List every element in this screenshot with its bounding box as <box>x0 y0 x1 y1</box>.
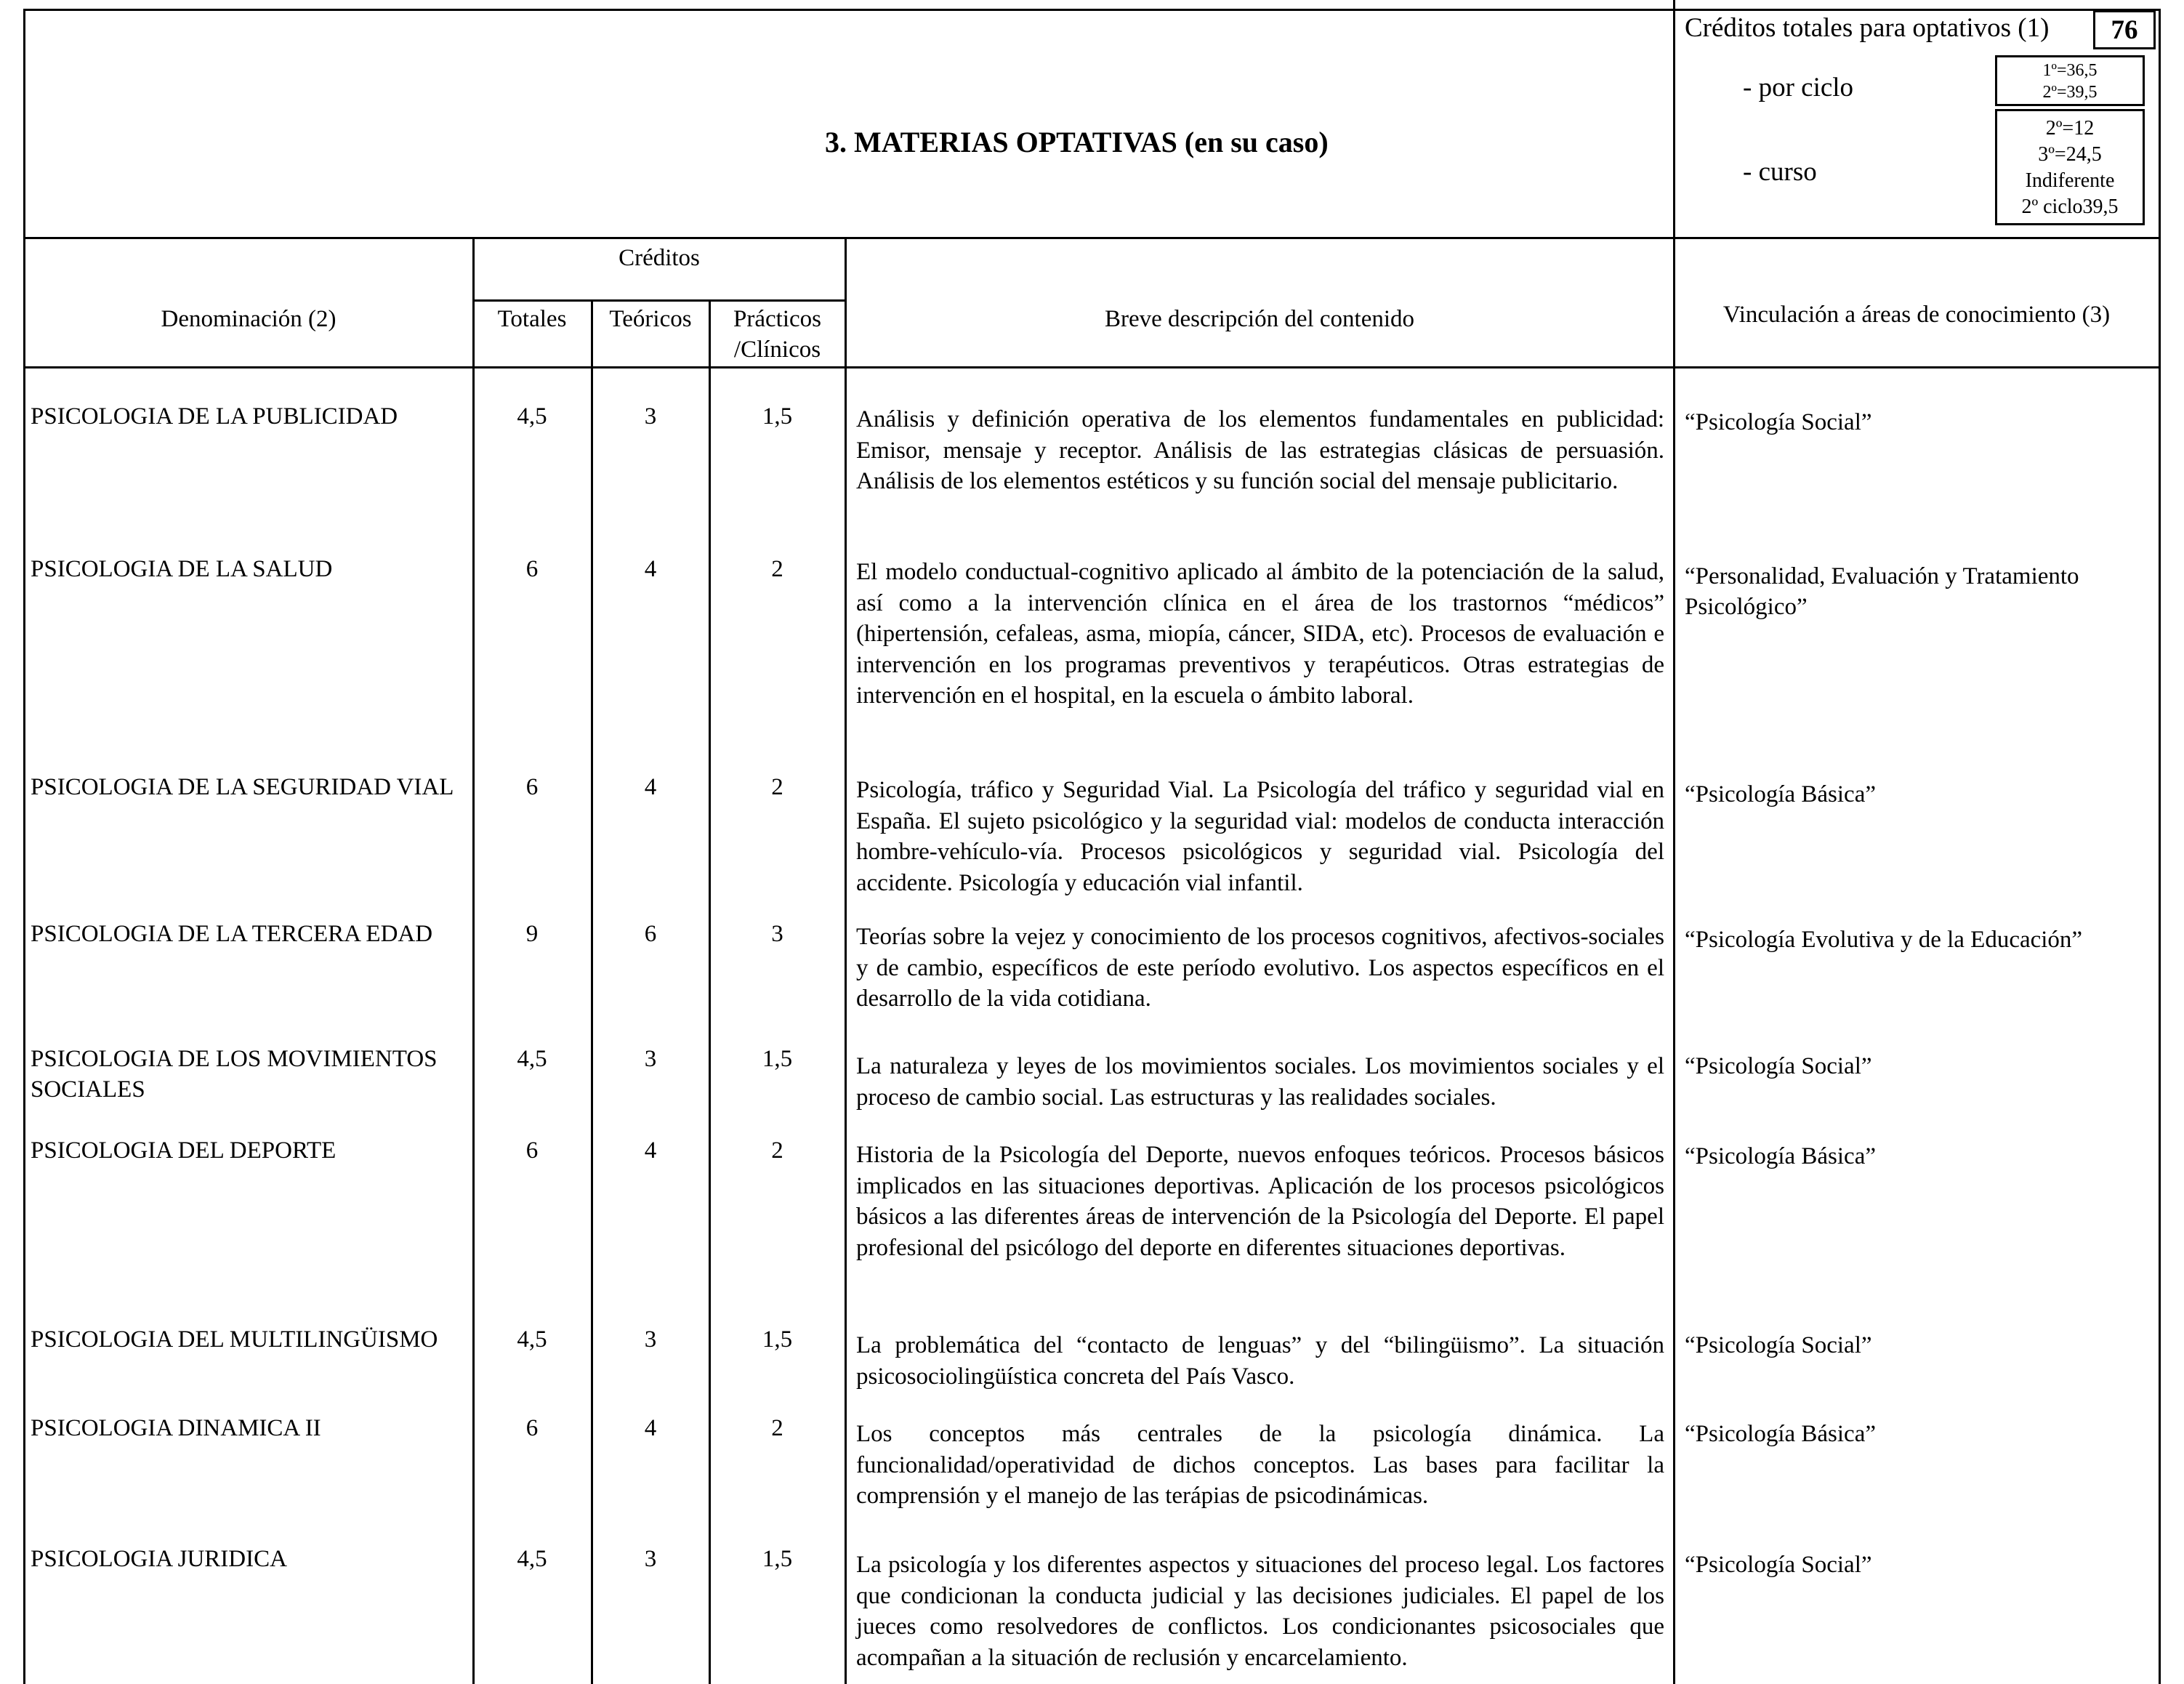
curso-label: - curso <box>1743 157 1817 187</box>
credits-teoricos: 4 <box>644 556 657 582</box>
credits-teoricos: 3 <box>644 1046 657 1072</box>
course-description: Psicología, tráfico y Seguridad Vial. La Psicología del tráfico y seguridad vial en España. El sujeto psicológico y la seguridad vial: modelos de conducta interacción hombre-vehículo-vía. Procesos psicológicos y seguridad vial. Psicología del accidente. Psicología y educación vial infantil. <box>856 777 1664 896</box>
course-name: PSICOLOGIA DE LA SEGURIDAD VIAL <box>31 774 454 800</box>
col-header-clinicos: /Clínicos <box>733 337 821 363</box>
knowledge-area: “Psicología Social” <box>1685 1332 1872 1358</box>
table-top-border <box>23 9 2161 11</box>
credits-practicos: 1,5 <box>762 1326 793 1353</box>
credits-teoricos: 4 <box>644 774 657 800</box>
column-header-divider <box>23 366 2161 368</box>
course-description: Los conceptos más centrales de la psicología dinámica. La funcionalidad/operatividad de dichos conceptos. Las bases para facilitar la comprensión y el manejo de las terápias de psicodinámicas. <box>856 1421 1664 1509</box>
knowledge-area: “Psicología Social” <box>1685 1552 1872 1578</box>
credits-totales: 6 <box>525 1137 539 1164</box>
knowledge-area: “Psicología Social” <box>1685 1053 1872 1079</box>
credits-practicos: 2 <box>771 774 783 800</box>
column-divider-teoricos <box>591 299 593 1684</box>
course-description: La problemática del “contacto de lenguas” y del “bilingüismo”. La situación psicosociolingüística concreta del País Vasco. <box>856 1332 1664 1390</box>
credits-practicos: 1,5 <box>762 1046 793 1072</box>
knowledge-area: “Psicología Básica” <box>1685 781 1877 807</box>
knowledge-area: “Psicología Social” <box>1685 409 1872 435</box>
knowledge-area: “Personalidad, Evaluación y Tratamiento Psicológico” <box>1685 563 2079 620</box>
knowledge-area: “Psicología Evolutiva y de la Educación” <box>1685 927 2083 953</box>
credits-practicos: 2 <box>771 556 783 582</box>
col-header-totales: Totales <box>497 306 567 332</box>
credits-practicos: 2 <box>771 1137 783 1164</box>
credits-practicos: 1,5 <box>762 403 793 430</box>
col-header-descripcion: Breve descripción del contenido <box>1104 306 1415 332</box>
curso-box <box>1995 109 2145 225</box>
total-credits-box <box>2093 10 2156 49</box>
credits-totales: 6 <box>525 556 539 582</box>
por-ciclo-label: - por ciclo <box>1743 73 1854 102</box>
por-ciclo-value-2: 2º=39,5 <box>2042 83 2098 102</box>
table-right-border <box>2159 9 2161 1684</box>
curso-value-2: 3º=24,5 <box>2038 143 2102 166</box>
course-description: Historia de la Psicología del Deporte, nuevos enfoques teóricos. Procesos básicos implicados en las situaciones deportivas. Aplicación de los procesos psicológicos básicos a las diferentes áreas de intervención de la Psicología del Deporte. El papel profesional del psicólogo del deporte en diferentes situaciones deportivas. <box>856 1142 1664 1261</box>
table-left-border <box>23 9 25 1684</box>
total-credits-value: 76 <box>2111 15 2138 45</box>
credits-teoricos: 4 <box>644 1415 657 1441</box>
knowledge-area: “Psicología Básica” <box>1685 1421 1877 1447</box>
credits-totales: 4,5 <box>517 1546 547 1572</box>
credits-totales: 6 <box>525 1415 539 1441</box>
header-right-column-divider <box>1673 0 1675 238</box>
por-ciclo-box <box>1995 55 2145 106</box>
column-divider-practicos <box>709 299 711 1684</box>
course-name: PSICOLOGIA DINAMICA II <box>31 1415 321 1441</box>
course-description: El modelo conductual-cognitivo aplicado al ámbito de la potenciación de la salud, así como a la intervención clínica en el área de los trastornos “médicos” (hipertensión, cefaleas, asma, miopía, cáncer, SIDA, etc). Procesos de evaluación e intervención en los programas preventivos y terapéuticos. Otras estrategias de intervención en el hospital, en la escuela o ámbito laboral. <box>856 559 1664 709</box>
credits-teoricos: 4 <box>644 1137 657 1164</box>
column-divider-vinculacion <box>1673 237 1675 1684</box>
credits-teoricos: 3 <box>644 403 657 430</box>
column-divider-descripcion <box>845 237 847 1684</box>
course-description: La psicología y los diferentes aspectos y situaciones del proceso legal. Los factores que condicionan la conducta judicial y las decisiones judiciales. El papel de los jueces como resolvedores de conflictos. Los condicionantes psicosociales que acompañan a la situación de reclusión y encarcelamiento. <box>856 1552 1664 1671</box>
column-divider-totales <box>472 237 475 1684</box>
por-ciclo-value-1: 1º=36,5 <box>2042 61 2098 80</box>
course-name: PSICOLOGIA DE LOS MOVIMIENTOS SOCIALES <box>31 1046 438 1103</box>
col-header-denominacion: Denominación (2) <box>161 306 337 332</box>
credits-teoricos: 3 <box>644 1546 657 1572</box>
course-name: PSICOLOGIA DEL DEPORTE <box>31 1137 337 1164</box>
course-name: PSICOLOGIA DEL MULTILINGÜISMO <box>31 1326 438 1353</box>
curso-value-4: 2º ciclo39,5 <box>2021 196 2119 218</box>
credits-totales: 6 <box>525 774 539 800</box>
section-title: 3. MATERIAS OPTATIVAS (en su caso) <box>825 126 1329 158</box>
credits-practicos: 2 <box>771 1415 783 1441</box>
curso-value-1: 2º=12 <box>2045 117 2095 140</box>
credits-totales: 9 <box>525 921 539 947</box>
credits-totales: 4,5 <box>517 1046 547 1072</box>
curso-value-3: Indiferente <box>2025 169 2115 192</box>
course-description: Análisis y definición operativa de los elementos fundamentales en publicidad: Emisor, mensaje y receptor. Análisis de las estrategias clásicas de persuasión. Análisis de los elementos estéticos y su función social del mensaje publicitario. <box>856 406 1664 494</box>
col-header-creditos: Créditos <box>618 245 700 271</box>
col-header-vinculacion: Vinculación a áreas de conocimiento (3) <box>1722 302 2111 328</box>
course-name: PSICOLOGIA DE LA SALUD <box>31 556 333 582</box>
course-name: PSICOLOGIA DE LA TERCERA EDAD <box>31 921 433 947</box>
course-name: PSICOLOGIA JURIDICA <box>31 1546 287 1572</box>
course-description: La naturaleza y leyes de los movimientos sociales. Los movimientos sociales y el proceso de cambio social. Las estructuras y las realidades sociales. <box>856 1053 1664 1111</box>
header-divider <box>23 237 2161 239</box>
credits-practicos: 1,5 <box>762 1546 793 1572</box>
col-header-practicos: Prácticos <box>733 306 821 332</box>
credits-teoricos: 6 <box>644 921 657 947</box>
course-name: PSICOLOGIA DE LA PUBLICIDAD <box>31 403 398 430</box>
creditos-divider <box>472 299 847 302</box>
credits-teoricos: 3 <box>644 1326 657 1353</box>
total-credits-label: Créditos totales para optativos (1) <box>1685 13 2050 43</box>
course-description: Teorías sobre la vejez y conocimiento de los procesos cognitivos, afectivos-sociales y de cambio, específicos de este período evolutivo. Los aspectos específicos en el desarrollo de la vida cotidiana. <box>856 924 1664 1012</box>
col-header-teoricos: Teóricos <box>609 306 692 332</box>
knowledge-area: “Psicología Básica” <box>1685 1143 1877 1169</box>
credits-totales: 4,5 <box>517 1326 547 1353</box>
credits-totales: 4,5 <box>517 403 547 430</box>
credits-practicos: 3 <box>771 921 783 947</box>
